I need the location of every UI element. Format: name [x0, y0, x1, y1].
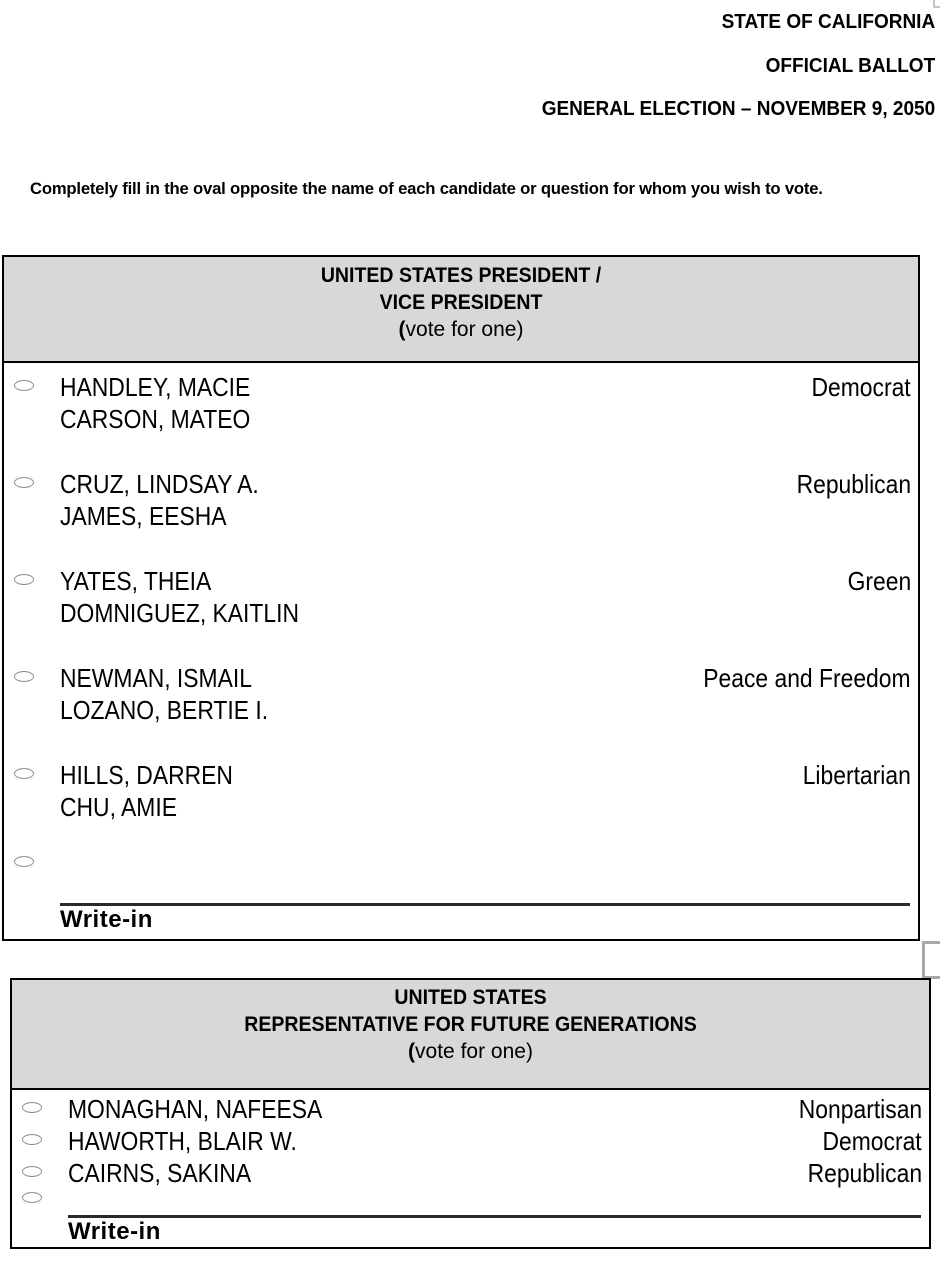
write-in-label: Write-in — [68, 1218, 161, 1245]
party-label: Democrat — [811, 372, 911, 402]
candidate-name: LOZANO, BERTIE I. — [60, 695, 269, 725]
candidate-names — [60, 662, 268, 726]
state-title: STATE OF CALIFORNIA — [721, 11, 935, 33]
candidate-name: CHU, AMIE — [60, 792, 177, 822]
ballot-oval[interactable] — [22, 1166, 42, 1177]
vote-note-paren: ( — [398, 318, 406, 341]
party-label: Nonpartisan — [798, 1094, 922, 1124]
candidate-name: HANDLEY, MACIE — [60, 372, 251, 402]
vote-note-text: vote for one) — [415, 1040, 533, 1063]
candidate-name: CAIRNS, SAKINA — [68, 1158, 252, 1188]
candidate-row — [4, 468, 918, 532]
candidate-name: NEWMAN, ISMAIL — [60, 663, 252, 693]
candidate-name: CRUZ, LINDSAY A. — [60, 469, 259, 499]
candidate-name: MONAGHAN, NAFEESA — [68, 1094, 323, 1124]
write-in-oval[interactable] — [14, 856, 34, 867]
candidate-name: DOMNIGUEZ, KAITLIN — [60, 598, 299, 628]
vote-note-paren: ( — [408, 1040, 416, 1063]
candidate-names — [68, 1125, 297, 1157]
candidate-names — [60, 565, 299, 629]
contest-title-line: REPRESENTATIVE FOR FUTURE GENERATIONS — [244, 1013, 697, 1036]
party-label: Republican — [807, 1158, 922, 1188]
contest-header — [4, 257, 918, 363]
candidate-name: HILLS, DARREN — [60, 760, 233, 790]
ballot-oval[interactable] — [14, 574, 34, 585]
ballot-header — [521, 1, 935, 132]
write-in-row — [12, 1192, 929, 1245]
candidate-row — [4, 662, 918, 726]
candidate-names — [60, 371, 250, 435]
contest-representative-box — [10, 978, 931, 1249]
party-label: Democrat — [822, 1126, 922, 1156]
party-label: Republican — [796, 469, 911, 499]
party-label: Libertarian — [802, 760, 911, 790]
contest-title-line: UNITED STATES PRESIDENT / — [320, 264, 602, 287]
vote-note-text: vote for one) — [405, 318, 524, 341]
write-in-row — [4, 856, 918, 933]
candidate-list — [4, 371, 918, 823]
contest-header — [12, 980, 929, 1090]
candidate-names — [68, 1157, 251, 1189]
ballot-oval[interactable] — [22, 1134, 42, 1145]
ballot-oval[interactable] — [14, 380, 34, 391]
ballot-oval[interactable] — [22, 1102, 42, 1113]
candidate-names — [60, 759, 233, 823]
candidate-row — [4, 371, 918, 435]
candidate-name: CARSON, MATEO — [60, 404, 251, 434]
contest-title-line: UNITED STATES — [394, 986, 547, 1009]
write-in-oval[interactable] — [22, 1192, 42, 1203]
candidate-names — [60, 468, 259, 532]
page-edge-fragment — [922, 941, 940, 979]
candidate-name: HAWORTH, BLAIR W. — [68, 1126, 297, 1156]
voting-instructions: Completely fill in the oval opposite the name of each candidate or question for whom you wish to vote. — [30, 179, 823, 198]
ballot-title: OFFICIAL BALLOT — [765, 54, 935, 77]
candidate-name: YATES, THEIA — [60, 566, 212, 596]
contest-president-box — [2, 255, 920, 941]
vote-note — [4, 316, 918, 343]
vote-note — [12, 1038, 929, 1065]
election-title: GENERAL ELECTION – NOVEMBER 9, 2050 — [541, 98, 935, 120]
candidate-list — [12, 1093, 929, 1189]
candidate-row — [12, 1125, 929, 1157]
ballot-oval[interactable] — [14, 768, 34, 779]
party-label: Peace and Freedom — [703, 663, 911, 693]
candidate-row — [12, 1157, 929, 1189]
candidate-row — [4, 759, 918, 823]
contest-title-line: VICE PRESIDENT — [379, 291, 543, 314]
party-label: Green — [847, 566, 911, 596]
candidate-row — [4, 565, 918, 629]
ballot-oval[interactable] — [14, 477, 34, 488]
candidate-row — [12, 1093, 929, 1125]
candidate-name: JAMES, EESHA — [60, 501, 227, 531]
candidate-names — [68, 1093, 322, 1125]
ballot-oval[interactable] — [14, 671, 34, 682]
write-in-label: Write-in — [60, 906, 153, 933]
